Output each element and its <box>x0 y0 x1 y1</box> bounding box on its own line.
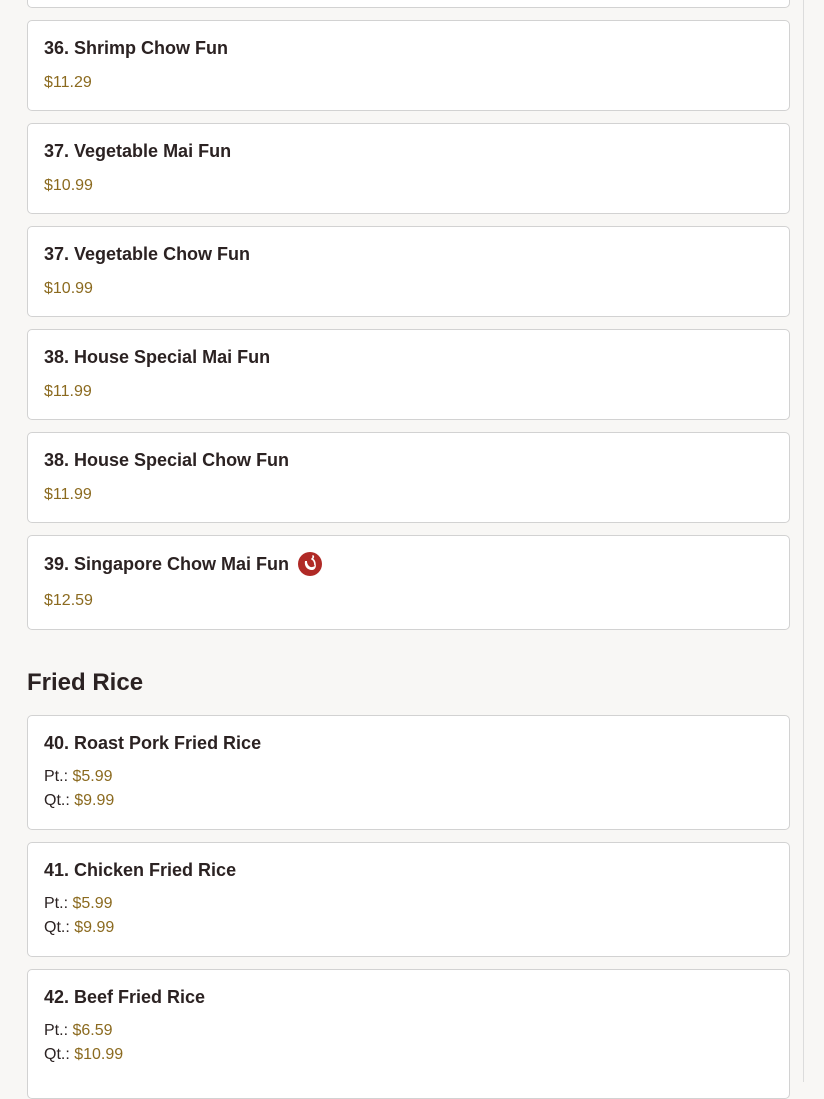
menu-item-name: 36. Shrimp Chow Fun <box>44 38 229 58</box>
menu-item-price: $10.99 <box>44 177 93 194</box>
quart-price: $9.99 <box>74 919 115 936</box>
menu-item-card[interactable] <box>27 226 790 317</box>
menu-item-price: $11.99 <box>44 383 92 400</box>
menu-item-price: $11.29 <box>44 74 92 91</box>
pint-label: Pt.: <box>44 895 69 912</box>
menu-item-card[interactable] <box>27 20 790 111</box>
pint-price: $5.99 <box>72 768 113 785</box>
pint-price: $6.59 <box>72 1022 113 1039</box>
quart-label: Qt.: <box>44 919 70 936</box>
menu-item-name: 40. Roast Pork Fried Rice <box>44 733 262 753</box>
menu-item-name: 42. Beef Fried Rice <box>44 987 206 1007</box>
menu-item-card[interactable] <box>27 715 790 830</box>
menu-item-price: $11.99 <box>44 486 92 503</box>
pint-label: Pt.: <box>44 768 69 785</box>
menu-item-name: 38. House Special Mai Fun <box>44 347 271 367</box>
quart-price-row <box>44 1046 123 1064</box>
menu-item-card[interactable] <box>27 535 790 630</box>
pint-price-row <box>44 768 113 786</box>
menu-item-name: 37. Vegetable Chow Fun <box>44 244 251 264</box>
quart-label: Qt.: <box>44 1046 70 1063</box>
pint-price-row <box>44 1022 113 1040</box>
menu-item-name: 39. Singapore Chow Mai Fun <box>44 553 290 574</box>
quart-price-row <box>44 792 114 810</box>
spicy-chili-icon <box>298 552 322 576</box>
section-title: Fried Rice <box>27 669 144 696</box>
quart-price-row <box>44 919 114 937</box>
quart-price: $10.99 <box>74 1046 124 1063</box>
menu-item-card[interactable] <box>27 432 790 523</box>
quart-price: $9.99 <box>74 792 115 809</box>
menu-item-name: 38. House Special Chow Fun <box>44 450 290 470</box>
menu-item-card[interactable] <box>27 842 790 957</box>
menu-item-name: 37. Vegetable Mai Fun <box>44 141 232 161</box>
pint-label: Pt.: <box>44 1022 69 1039</box>
menu-item-price: $12.59 <box>44 592 93 609</box>
menu-item-name: 41. Chicken Fried Rice <box>44 860 237 880</box>
menu-item-card[interactable] <box>27 969 790 1099</box>
pint-price: $5.99 <box>72 895 113 912</box>
menu-item-card[interactable] <box>27 123 790 214</box>
menu-item-card[interactable] <box>27 329 790 420</box>
quart-label: Qt.: <box>44 792 70 809</box>
pint-price-row <box>44 895 113 913</box>
menu-item-price: $10.99 <box>44 280 93 297</box>
menu-item-card[interactable] <box>27 0 790 8</box>
menu-item-name-row <box>44 552 322 576</box>
